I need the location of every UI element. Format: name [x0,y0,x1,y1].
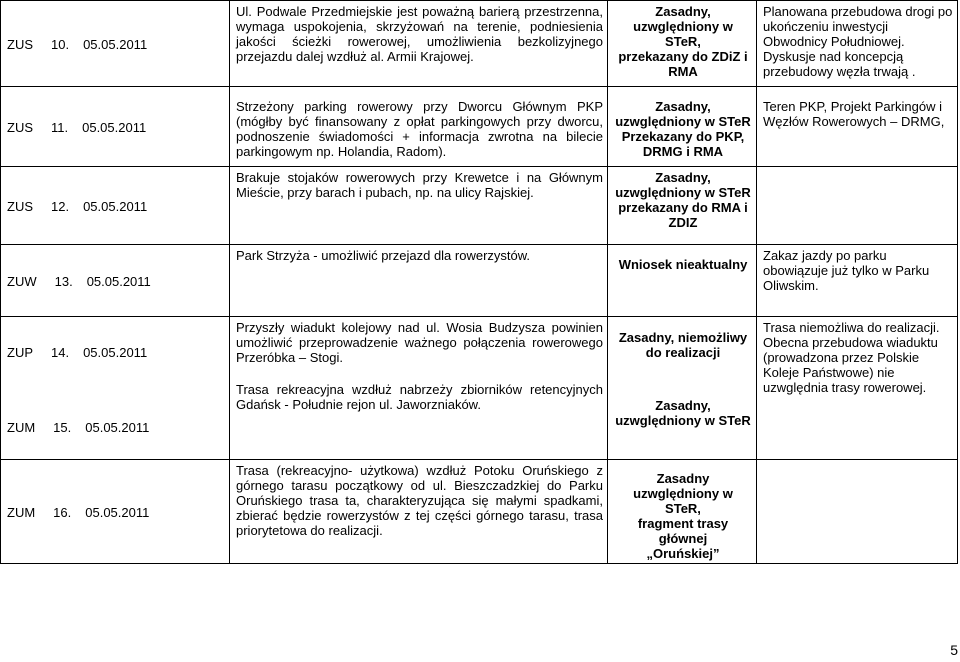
status-line: „Oruńskiej” [646,546,720,561]
row-code: ZUS [7,36,33,52]
status-line: Zasadny, [655,99,711,114]
description-cell: Trasa (rekreacyjno- użytkowa) wzdłuż Potoku Oruńskiego z górnego tarasu początkowy od ul. Bieszczadzkiej do Parku Oruńskiego trasa ta, charakteryzująca się małymi spadkami, zbierać będzie rowerzystów z tej części górnego tarasu, trasa priorytetowa do realizacji. [230,460,608,564]
note-cell [757,460,958,564]
note-cell: Planowana przebudowa drogi po ukończeniu inwestycji Obwodnicy Południowej. Dyskusje nad koncepcją przebudowy węzła trwają . [757,1,958,87]
status-line: Przekazany do PKP, [621,129,745,144]
status-line: Zasadny, niemożliwy [618,330,748,345]
page-number: 5 [950,642,958,658]
status-line: RMA [668,64,698,79]
row-date: 05.05.2011 [83,345,148,360]
note-cell: Trasa niemożliwa do realizacji. Obecna przebudowa wiaduktu (prowadzona przez Polskie Koleje Państwowe) nie uzwględnia trasy rowerowej. [757,317,958,460]
table-row [1,460,958,564]
status-block [614,463,752,561]
spacer [7,360,225,420]
row-code: ZUS [7,119,33,135]
id-cell [1,1,230,87]
status-line: Zasadny [656,471,710,486]
status-cell [608,167,757,245]
id-cell [1,460,230,564]
status-line: uzwględniony w STeR, [633,19,733,49]
id-cell [1,317,230,460]
id-cell [1,245,230,317]
status-cell [608,1,757,87]
note-cell [757,87,958,167]
table-row [1,245,958,317]
status-line: uzwględniony w STeR, [633,486,733,516]
status-line: Zasadny, [655,398,711,413]
table-row [1,317,958,460]
table-row [1,87,958,167]
status-cell [608,317,757,460]
row-number: 14. [51,345,70,360]
note-cell: Zakaz jazdy po parku obowiązuje już tylko w Parku Oliwskim. [757,245,958,317]
id-group [7,345,225,360]
status-line: fragment trasy głównej [637,516,729,546]
id-cell [1,167,230,245]
status-line: uzwględniony w STeR [615,413,751,428]
status-line: uzwględniony w STeR [615,185,751,200]
description-cell: Ul. Podwale Przedmiejskie jest poważną barierą przestrzenna, wymaga uspokojenia, skrzyżowań na terenie, podniesienia jakości ścieżki rowerowej, umożliwienia bezkolizyjnego przejazdu dalej wzdłuż al. Armii Krajowej. [230,1,608,87]
status-line: Zasadny, [655,170,711,185]
status-cell [608,87,757,167]
status-line: przekazany do RMA i [618,200,748,215]
description-cell [230,317,608,460]
status-line: uzwględniony w STeR [615,114,751,129]
note-text: Teren PKP, Projekt Parkingów i Węzłów Rowerowych – DRMG, [763,99,945,129]
description-text: Strzeżony parking rowerowy przy Dworcu Głównym PKP (mógłby być finansowany z opłat parkingowych przy dworcu, podnoszenie świadomości + informacja zwrotna na bilecie parkingowym np. Holandia, Radom). [236,99,603,159]
row-code: ZUM [7,420,36,435]
row-number: 13. [54,273,73,289]
status-block [614,398,752,428]
row-number: 11. [51,119,69,135]
status-block [614,320,752,360]
description-cell [230,87,608,167]
status-line: do realizacji [645,345,721,360]
row-date: 05.05.2011 [86,273,151,289]
row-number: 12. [51,198,70,214]
table-row [1,167,958,245]
status-line: przekazany do ZDiZ i [618,49,748,64]
status-cell [608,460,757,564]
row-number: 16. [53,504,72,520]
id-group [7,420,225,435]
row-code: ZUP [7,345,33,360]
status-cell [608,245,757,317]
status-block [614,90,752,159]
status-line: DRMG i RMA [642,144,724,159]
row-code: ZUS [7,198,33,214]
id-cell [1,87,230,167]
row-date: 05.05.2011 [82,119,147,135]
status-line: ZDIZ [668,215,698,230]
row-date: 05.05.2011 [83,198,148,214]
row-date: 05.05.2011 [85,420,150,435]
row-date: 05.05.2011 [85,504,150,520]
spacer [614,360,752,398]
table-row [1,1,958,87]
row-number: 15. [53,420,72,435]
description-cell: Brakuje stojaków rowerowych przy Krewetce i na Głównym Mieście, przy barach i pubach, np. na ulicy Rajskiej. [230,167,608,245]
row-number: 10. [51,36,70,52]
description-cell: Park Strzyża - umożliwić przejazd dla rowerzystów. [230,245,608,317]
status-line: Wniosek nieaktualny [618,257,748,272]
row-code: ZUM [7,504,36,520]
row-date: 05.05.2011 [83,36,148,52]
note-cell [757,167,958,245]
row-code: ZUW [7,273,37,289]
status-line: Zasadny, [655,4,711,19]
description-text: Trasa rekreacyjna wzdłuż nabrzeży zbiorników retencyjnych Gdańsk - Południe rejon ul. Jaworzniaków. [236,382,603,412]
spacer [236,365,603,382]
description-text: Przyszły wiadukt kolejowy nad ul. Wosia Budzysza powinien umożliwić przeprowadzenie ważnego połączenia rowerowego Przeróbka – Stogi. [236,320,603,365]
